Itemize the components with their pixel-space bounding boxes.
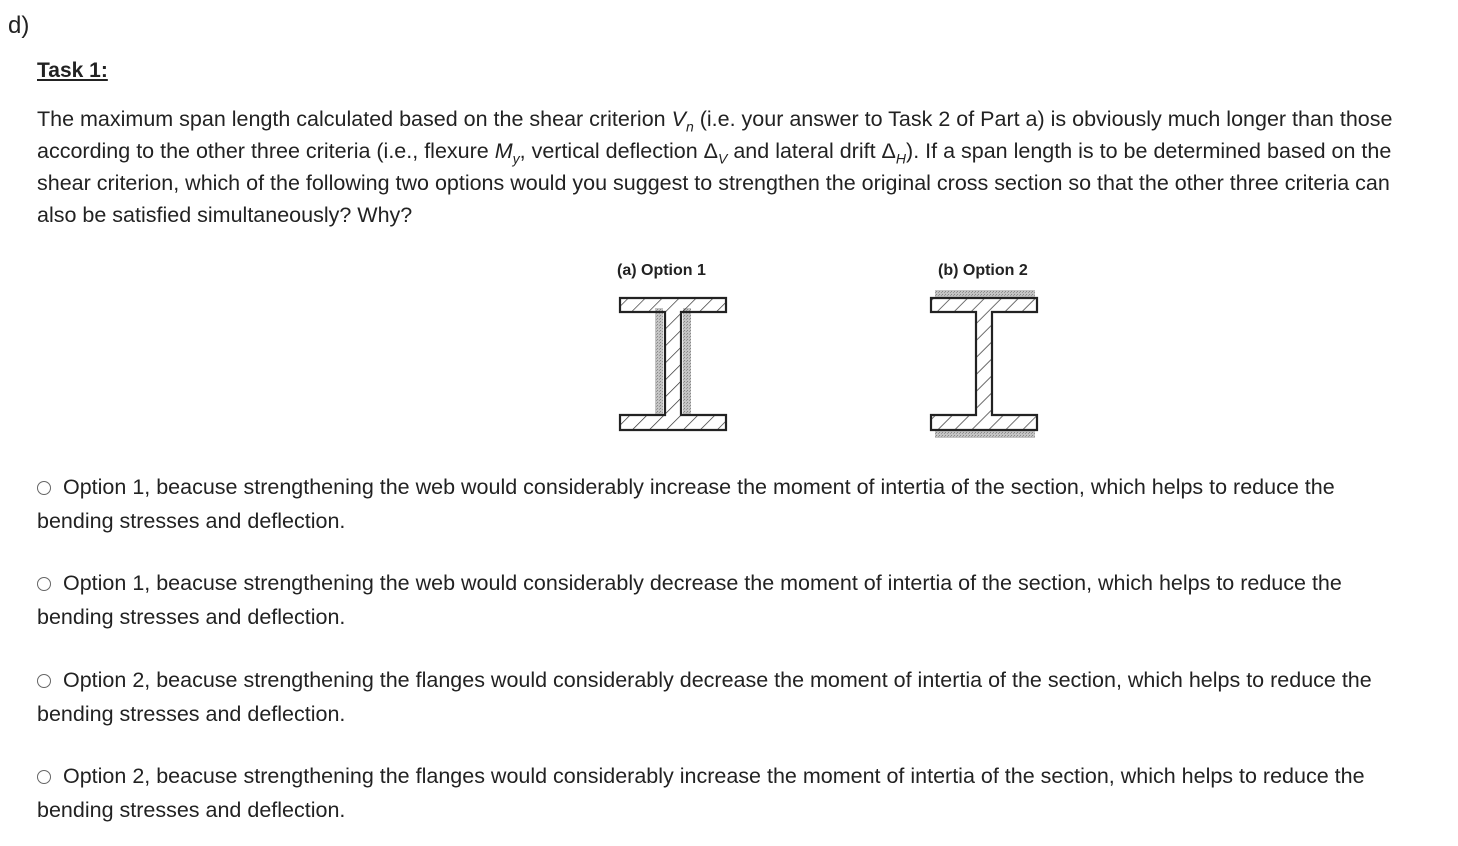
delta-h-symbol: $\Delta_H$ xyxy=(881,139,907,167)
question-part-5: ). If a span length is to be determined based on the shear criterion, which of the following two options would you suggest to strengthen the original cross section so that the other three criteria can also be satisfied simultaneously? Why? xyxy=(37,139,1392,227)
question-part-3: , vertical deflection xyxy=(519,139,704,163)
radio-button-icon[interactable] xyxy=(37,577,51,591)
option1-ibeam xyxy=(620,298,726,430)
answer-option-4-label: Option 2, beacuse strengthening the flanges would considerably increase the moment of intertia of the section, which helps to reduce the bending stresses and deflection. xyxy=(37,764,1365,822)
answer-option-4[interactable] xyxy=(37,759,1417,827)
radio-button-icon[interactable] xyxy=(37,674,51,688)
answer-option-3-label: Option 2, beacuse strengthening the flanges would considerably decrease the moment of intertia of the section, which helps to reduce the bending stresses and deflection. xyxy=(37,668,1372,726)
answer-option-1-label: Option 1, beacuse strengthening the web would considerably increase the moment of intertia of the section, which helps to reduce the bending stresses and deflection. xyxy=(37,475,1335,533)
question-text xyxy=(37,103,1432,231)
cross-section-figure xyxy=(600,258,1060,448)
i-beam-drawings xyxy=(600,258,1060,448)
option1-web-plate-left xyxy=(655,308,663,415)
option1-section-outline xyxy=(620,298,726,430)
answer-option-3[interactable] xyxy=(37,663,1417,731)
task-title: Task 1: xyxy=(37,59,108,82)
option2-caption: (b) Option 2 xyxy=(938,262,1028,279)
option2-top-flange-plate xyxy=(935,290,1035,298)
option1-web-plate-right xyxy=(683,308,691,415)
option2-bottom-flange-plate xyxy=(935,430,1035,438)
option2-ibeam xyxy=(931,290,1037,438)
question-part-1: The maximum span length calculated based on the shear criterion xyxy=(37,107,672,131)
question-part-2: (i.e. your answer to Task 2 of Part a) is obviously much longer than those according to the other three criteria (i.e., flexure xyxy=(37,107,1393,163)
option2-section-outline xyxy=(931,298,1037,430)
vn-symbol: $V_n$ xyxy=(671,107,694,135)
answer-option-2[interactable] xyxy=(37,566,1417,634)
part-label: d) xyxy=(8,12,30,39)
question-part-4: and lateral drift xyxy=(727,139,882,163)
answer-option-1[interactable] xyxy=(37,470,1417,538)
radio-button-icon[interactable] xyxy=(37,481,51,495)
delta-v-symbol: $\Delta_V$ xyxy=(703,139,728,167)
answer-option-2-label: Option 1, beacuse strengthening the web would considerably decrease the moment of intertia of the section, which helps to reduce the bending stresses and deflection. xyxy=(37,571,1342,629)
option1-caption: (a) Option 1 xyxy=(617,262,706,279)
my-symbol: $M_y$ xyxy=(494,139,520,167)
radio-button-icon[interactable] xyxy=(37,770,51,784)
